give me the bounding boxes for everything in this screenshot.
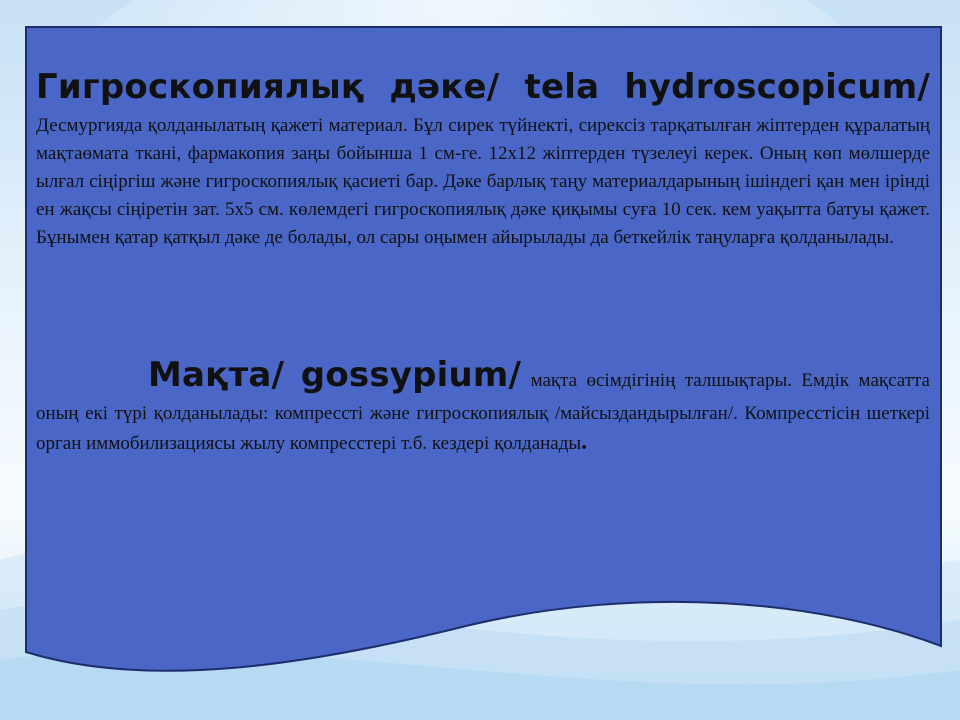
paragraph-gauze [36,62,930,252]
cotton-body: мақта өсімдігінің талшықтары. Емдік мақсатта оның екі түрі қолданылады: компрессті және гигроскопиялық /майсыздандырылған/. Компресстісін шеткері орган иммобилизациясы жылу компресстері т.б. кездері қолданады [36,370,930,454]
slide-text [36,62,930,458]
paragraph-cotton [36,350,930,458]
cotton-heading: Мақта/ gossypium/ [148,355,522,395]
gauze-heading: Гигроскопиялық дәке/ tela hydroscopicum/ [36,67,930,107]
cotton-end-mark: . [581,429,588,455]
gauze-body: Десмургияда қолданылатың қажеті материал. Бұл сирек түйнекті, сирексіз тарқатылған жіптерден құралатың мақтаөмата ткані, фармакопия заңы бойынша 1 см-ге. 12х12 жіптерден түзелеуі керек. Оның көп мөлшерде ылғал сіңіргіш және гигроскопиялық қасиеті бар. Дәке барлық таңу материалдарының ішіндегі қан мен ірінді ен жақсы сіңіретін зат. 5х5 см. көлемдегі гигроскопиялық дәке қиқымы суға 10 сек. кем уақытта батуы қажет. Бұнымен қатар қатқыл дәке де болады, ол сары оңымен айырылады да беткейлік таңуларға қолданылады. [36,115,930,248]
